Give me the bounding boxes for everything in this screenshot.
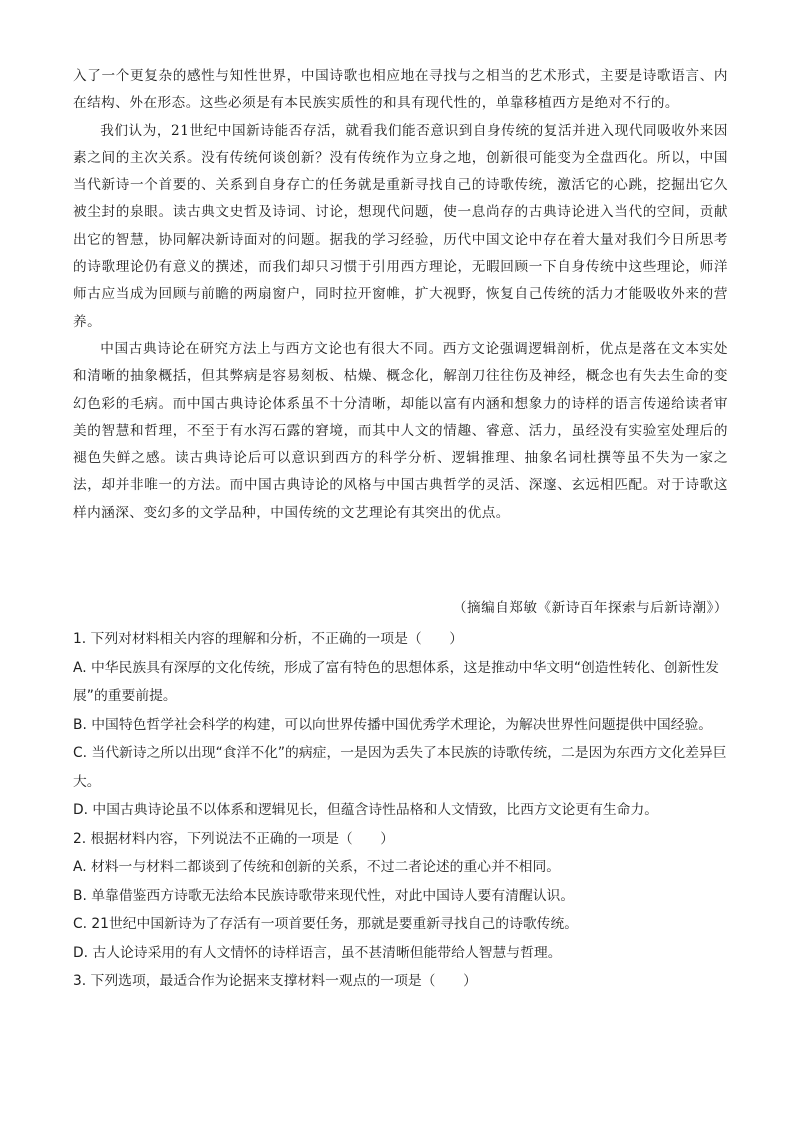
question-option: A. 材料一与材料二都谈到了传统和创新的关系，不过二者论述的重心并不相同。 — [73, 859, 561, 875]
question-option: B. 单靠借鉴西方诗歌无法给本民族诗歌带来现代性，对此中国诗人要有清醒认识。 — [73, 887, 575, 904]
question-option: B. 中国特色哲学社会科学的构建，可以向世界传播中国优秀学术理论，为解决世界性问题提供中国经验。 — [73, 716, 713, 733]
question-stem: 1. 下列对材料相关内容的理解和分析，不正确的一项是（ ） — [73, 631, 464, 647]
question-option: C. 21世纪中国新诗为了存活有一项首要任务，那就是要重新寻找自己的诗歌传统。 — [73, 916, 579, 932]
question-list — [73, 625, 733, 996]
passage-paragraph: 我们认为，21世纪中国新诗能否存活，就看我们能否意识到自身传统的复活并进入现代同吸收外来因素之间的主次关系。没有传统何谈创新？没有传统作为立身之地，创新很可能变为全盘西化。所以，中国当代新诗一个首要的、关系到自身存亡的任务就是重新寻找自己的诗歌传统，激活它的心跳，挖掘出它久被尘封的泉眼。读古典文史哲及诗词、讨论，想现代问题，使一息尚存的古典诗论进入当代的空间，贡献出它的智慧，协同解决新诗面对的问题。据我的学习经验，历代中国文论中存在着大量对我们今日所思考的诗歌理论仍有意义的撰述，而我们却只习惯于引用西方理论，无暇回顾一下自身传统中这些理论，师洋师古应当成为回顾与前瞻的两扇窗户，同时拉开窗帷，扩大视野，恢复自己传统的活力才能吸收外来的营养。 — [73, 122, 728, 330]
question-option: D. 中国古典诗论虽不以体系和逻辑见长，但蕴含诗性品格和人文情致，比西方文论更有生命力。 — [73, 802, 659, 818]
passage-paragraph: 入了一个更复杂的感性与知性世界，中国诗歌也相应地在寻找与之相当的艺术形式，主要是诗歌语言、内在结构、外在形态。这些必须是有本民族实质性的和具有现代性的，单靠移植西方是绝对不行的。 — [73, 68, 728, 112]
passage-paragraph: 中国古典诗论在研究方法上与西方文论也有很大不同。西方文论强调逻辑剖析，优点是落在文本实处和清晰的抽象概括，但其弊病是容易刻板、枯燥、概念化，解剖刀往往伤及神经，概念也有失去生命的变幻色彩的毛病。而中国古典诗论体系虽不十分清晰，却能以富有内涵和想象力的诗样的语言传递给读者审美的智慧和哲理，不至于有水泻石露的窘境，而其中人文的情趣、睿意、活力，虽经没有实验室处理后的褪色失鲜之感。读古典诗论后可以意识到西方的科学分析、逻辑推理、抽象名词杜撰等虽不失为一家之法，却并非唯一的方法。而中国古典诗论的风格与中国古典哲学的灵活、深邃、玄远相匹配。对于诗歌这样内涵深、变幻多的文学品种，中国传统的文艺理论有其突出的优点。 — [73, 340, 728, 521]
question-stem: 2. 根据材料内容，下列说法不正确的一项是（ ） — [73, 830, 395, 847]
passage-source: （摘编自郑敏《新诗百年探索与后新诗潮》） — [452, 600, 728, 616]
question-option: C. 当代新诗之所以出现“食洋不化”的病症，一是因为丢失了本民族的诗歌传统，二是因为东西方文化差异巨大。 — [73, 745, 727, 790]
question-option: A. 中华民族具有深厚的文化传统，形成了富有特色的思想体系，这是推动中华文明“创造性转化、创新性发展”的重要前提。 — [73, 659, 719, 704]
reading-passage — [73, 63, 728, 527]
question-option: D. 古人论诗采用的有人文情怀的诗样语言，虽不甚清晰但能带给人智慧与哲理。 — [73, 944, 562, 961]
question-stem: 3. 下列选项，最适合作为论据来支撑材料一观点的一项是（ ） — [73, 973, 477, 989]
